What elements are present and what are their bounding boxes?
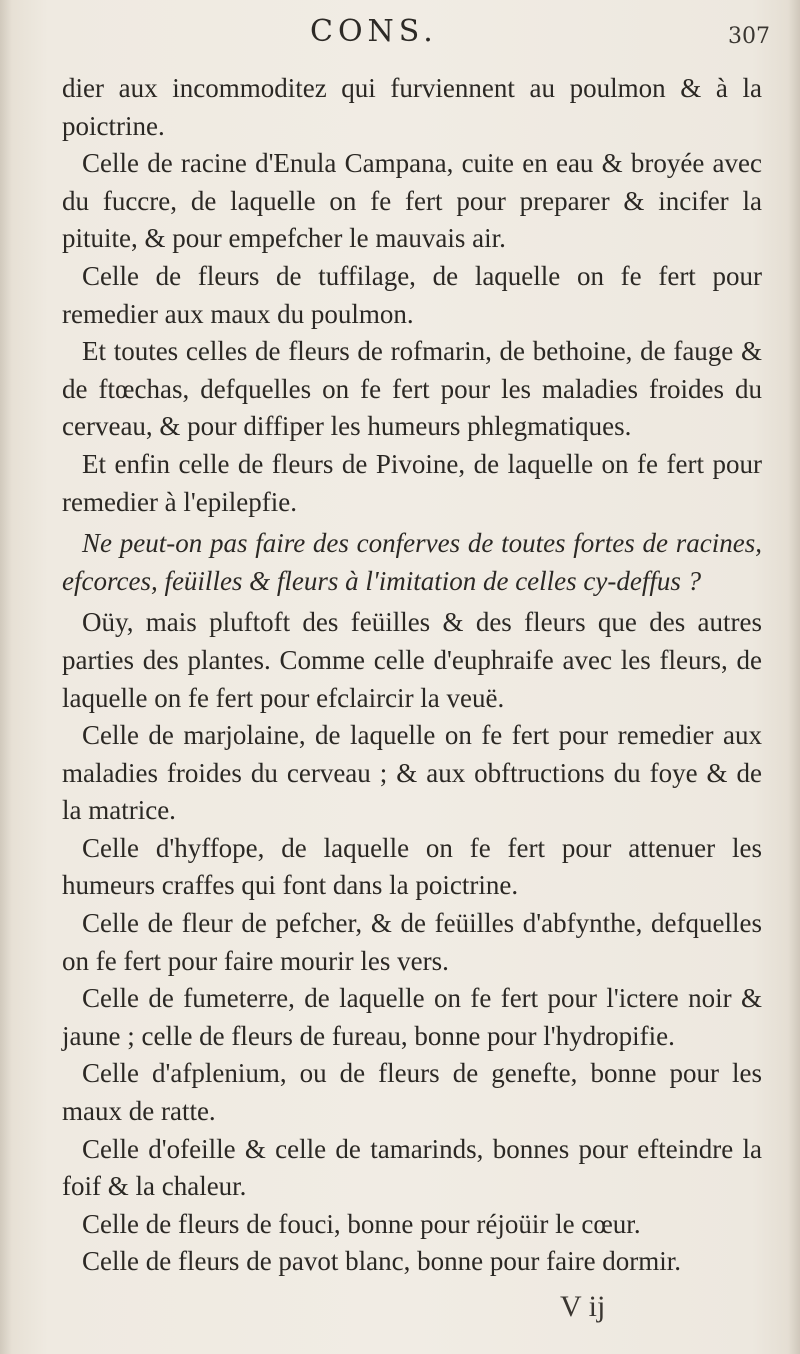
- paragraph-souci: Celle de fleurs de fouci, bonne pour réjoüir le cœur.: [82, 1208, 641, 1239]
- paragraph-hyssope: Celle d'hyffope, de laquelle on fe fert pour attenuer les humeurs craffes qui font dans la poictrine.: [62, 832, 762, 901]
- page-right-shadow: [788, 0, 800, 1354]
- paragraph-tussilage: Celle de fleurs de tuffilage, de laquelle on fe fert pour remedier aux maux du poulmon.: [62, 260, 762, 329]
- paragraph-oseille: Celle d'ofeille & celle de tamarinds, bonnes pour efteindre la foif & la chaleur.: [62, 1133, 762, 1202]
- paragraph-enula-campana: Celle de racine d'Enula Campana, cuite en eau & broyée avec du fuccre, de laquelle on fe fert pour preparer & incifer la pituite, & pour empefcher le mauvais air.: [62, 148, 762, 254]
- paragraph-marjolaine: Celle de marjolaine, de laquelle on fe fert pour remedier aux maladies froides du cerveau ; & aux obftructions du foye & de la matrice.: [62, 720, 762, 826]
- paragraph-pescher: Celle de fleur de pefcher, & de feüilles d'abfynthe, defquelles on fe fert pour faire mourir les vers.: [62, 908, 762, 976]
- paragraph-pivoine: Et enfin celle de fleurs de Pivoine, de laquelle on fe fert pour remedier à l'epilepfie.: [62, 448, 762, 517]
- paragraph-pavot: Celle de fleurs de pavot blanc, bonne pour faire dormir.: [82, 1246, 682, 1277]
- paragraph-fumeterre: Celle de fumeterre, de laquelle on fe fert pour l'ictere noir & jaune ; celle de fleurs de fureau, bonne pour l'hydropifie.: [62, 983, 762, 1051]
- page-header: [40, 14, 770, 58]
- signature-mark: V ij: [560, 1290, 606, 1323]
- paragraph-euphraise: Oüy, mais pluftoft des feüilles & des fleurs que des autres parties des plantes. Comme celle d'euphraife avec les fleurs, de laquelle on fe fert pour efclaircir la veuë.: [62, 607, 762, 713]
- question-heading: Ne peut-on pas faire des conferves de toutes fortes de racines, efcorces, feüilles & fleurs à l'imitation de celles cy-deffus ?: [62, 528, 762, 596]
- page-left-shadow: [0, 0, 12, 1354]
- body-text: [62, 70, 762, 1281]
- running-head: CONS.: [310, 14, 438, 49]
- paragraph-continuation: dier aux incommoditez qui furviennent au poulmon & à la poictrine.: [62, 73, 762, 141]
- paragraph-asplenium: Celle d'afplenium, ou de fleurs de genefte, bonne pour les maux de ratte.: [62, 1058, 762, 1127]
- page-number: 307: [728, 24, 770, 49]
- paragraph-rosmarin: Et toutes celles de fleurs de rofmarin, de bethoine, de fauge & de ftœchas, defquelles on fe fert pour les maladies froides du cerveau, & pour diffiper les humeurs phlegmatiques.: [62, 336, 762, 442]
